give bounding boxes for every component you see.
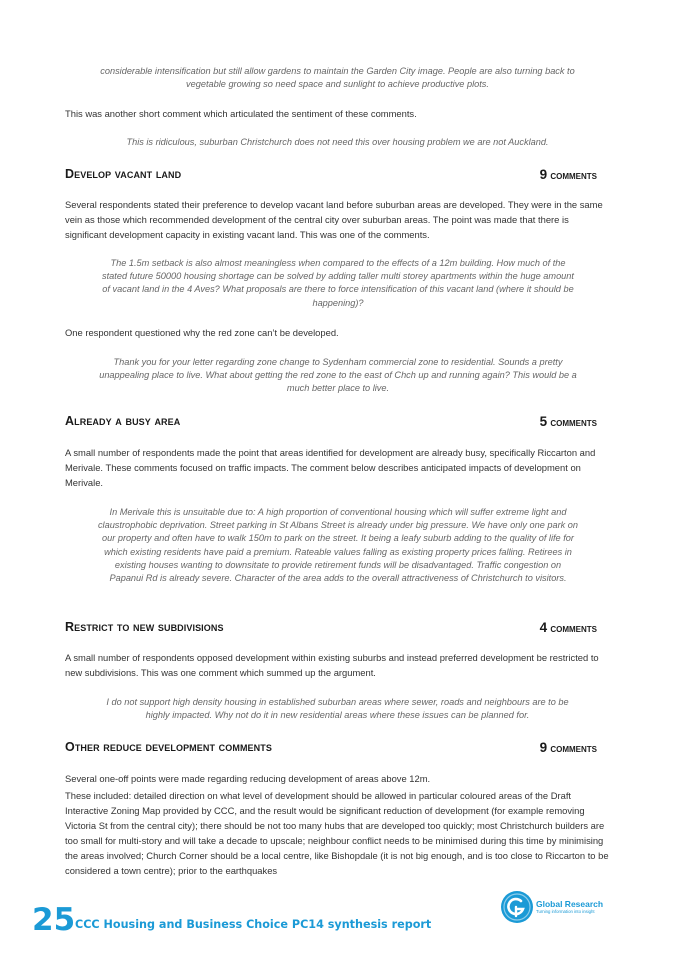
comment-count: 5 comments — [539, 414, 597, 429]
logo-tagline: Turning information into insight — [536, 909, 595, 914]
quote-red-zone: Thank you for your letter regarding zone change to Sydenham commercial zone to residential. Sounds a pretty unappealing place to live. What about getting the red zone to the east of Chch up and running again? This would be a much better place to live. — [99, 357, 577, 394]
quote-vacant-land: The 1.5m setback is also almost meaningless when compared to the effects of a 12m building. How much of the stated future 50000 housing shortage can be solved by adding taller multi storey apartments within the huge amount of vacant land in the 4 Aves? What proposals are there to force intensification of this vacant land (where it should be happening)? — [102, 258, 574, 308]
paragraph-busy-area: A small number of respondents made the point that areas identified for development are already busy, specifically Riccarton and Merivale. These comments focused on traffic impacts. The comment below describes anticipated impacts of development on Merivale. — [65, 447, 596, 488]
comment-count: 9 comments — [539, 167, 597, 182]
section-heading-new-subdivisions — [65, 620, 597, 636]
section-heading-other-comments — [65, 740, 597, 756]
paragraph-one-off-points: Several one-off points were made regarding reducing development of areas above 12m. — [65, 773, 431, 784]
paragraph-vacant-land: Several respondents stated their preference to develop vacant land before suburban areas are developed. They were in the same vein as those which recommended development of the central city over suburban areas. The point was made that there is significant development capacity in existing vacant land. This was one of the comments. — [65, 199, 603, 240]
section-title: Already a busy area — [65, 414, 181, 428]
quote-not-auckland: This is ridiculous, suburban Christchurch does not need this over housing problem we are not Auckland. — [126, 137, 549, 147]
section-title: Other reduce development comments — [65, 740, 272, 754]
comment-count: 9 comments — [539, 740, 597, 755]
quote-high-density: I do not support high density housing in established suburban areas where sewer, roads and neighbours are to be highly impacted. Why not do it in new residential areas where these issues can be planned for. — [106, 697, 569, 721]
paragraph-new-subdivisions: A small number of respondents opposed development within existing suburbs and instead preferred development be restricted to new subdivisions. This was one comment which summed up the argument. — [65, 652, 599, 678]
global-research-logo-icon — [500, 890, 534, 924]
section-title: Develop vacant land — [65, 167, 182, 181]
paragraph-other-details: These included: detailed direction on what level of development should be allowed in particular coloured areas of the Draft Interactive Zoning Map provided by CCC, and the result would be significant reduction of development (for example removing Victoria St from the central city); there should be not too many hubs that are developed too quickly; most Christchurch builders are too small for multi-story and will take a decade to upscale; neighbour conflict needs to be minimised during this time by minimising the areas involved; Church Corner should be a local centre, like Bishopdale (it is not big enough, and is too close to Riccarton to be considered a town centre); prior to the earthquakes — [65, 790, 609, 876]
section-title: Restrict to new subdivisions — [65, 620, 224, 634]
quote-merivale: In Merivale this is unsuitable due to: A high proportion of conventional housing which will suffer extreme light and claustrophobic deprivation. Street parking in St Albans Street is already under big pressure. We have only one park on our property and often have to walk 150m to park on the street. It being a leafy suburb adding to the quality of life for which existing residents have paid a premium. Rateable values falling as existing property prices falling. Retirees in existing houses wanting to downsitate to provide retirement funds will be disadvantaged. Traffic congestion on Papanui Rd is already severe. Character of the area adds to the overall attractiveness of Christchurch to visitors. — [97, 507, 579, 584]
paragraph-red-zone: One respondent questioned why the red zone can’t be developed. — [65, 327, 339, 338]
comment-count: 4 comments — [539, 620, 597, 635]
quote-garden-city: considerable intensification but still allow gardens to maintain the Garden City image. People are also turning back to vegetable growing so need space and sunlight to achieve productive plots. — [100, 66, 575, 90]
section-heading-vacant-land — [65, 167, 597, 183]
section-heading-busy-area — [65, 414, 597, 430]
paragraph-short-comment: This was another short comment which articulated the sentiment of these comments. — [65, 108, 417, 119]
report-title: CCC Housing and Business Choice PC14 synthesis report — [75, 918, 432, 931]
logo-name: Global Research — [536, 899, 604, 909]
page-number: 25 — [32, 902, 76, 938]
